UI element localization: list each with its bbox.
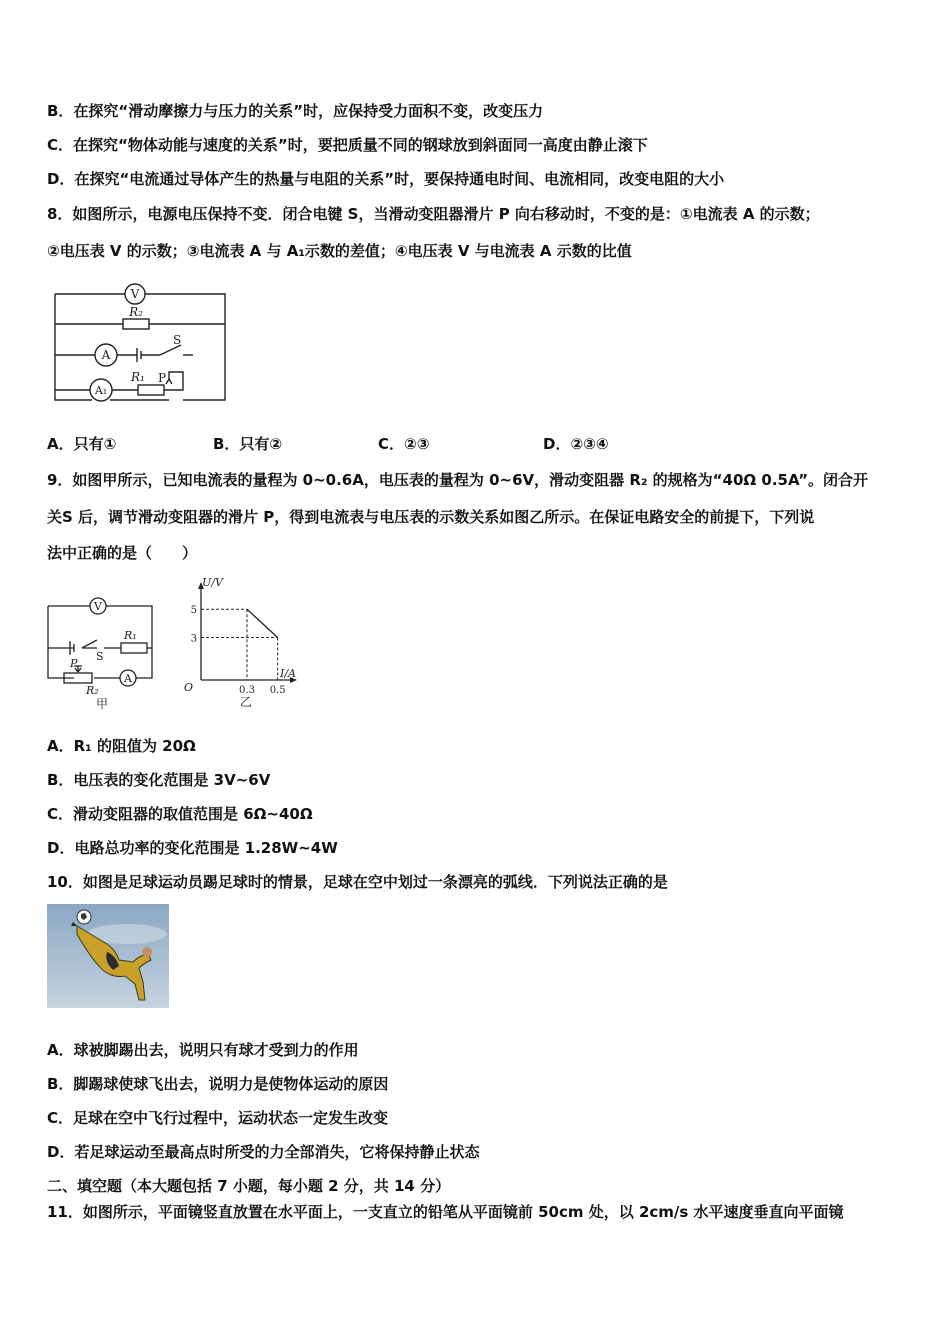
chart-y-label: U/V bbox=[202, 576, 223, 589]
q9-option-c: C．滑动变阻器的取值范围是 6Ω~40Ω bbox=[47, 805, 313, 823]
q9-ammeter-label: A bbox=[124, 672, 132, 685]
q8-r1-label: R₁ bbox=[131, 370, 145, 384]
y-tick-label-1: 3 bbox=[190, 633, 197, 645]
q9-r1-label: R₁ bbox=[124, 629, 137, 642]
q7-option-c: C．在探究“物体动能与速度的关系”时，要把质量不同的钢球放到斜面同一高度由静止滚下 bbox=[47, 136, 648, 154]
q8-stem-line2: ②电压表 V 的示数；③电流表 A 与 A₁示数的差值；④电压表 V 与电流表 A 示数的比值 bbox=[47, 242, 632, 260]
section-2-heading: 二、填空题（本大题包括 7 小题，每小题 2 分，共 14 分） bbox=[47, 1177, 451, 1195]
q9-slider-label: P bbox=[70, 657, 78, 670]
q8-option-d: D．②③④ bbox=[543, 435, 609, 453]
q8-voltmeter-label: V bbox=[130, 287, 140, 301]
q9-stem-line2: 关S 后，调节滑动变阻器的滑片 P，得到电流表与电压表的示数关系如图乙所示。在保证电路安全的前提下，下列说 bbox=[47, 508, 815, 526]
q9-stem-line1: 9．如图甲所示，已知电流表的量程为 0~0.6A，电压表的量程为 0~6V，滑动变阻器 R₂ 的规格为“40Ω 0.5A”。闭合开 bbox=[47, 471, 869, 489]
q7-option-d: D．在探究“电流通过导体产生的热量与电阻的关系”时，要保持通电时间、电流相同，改变电阻的大小 bbox=[47, 170, 725, 188]
q8-switch-label: S bbox=[173, 333, 182, 347]
q8-r2-label: R₂ bbox=[129, 305, 143, 319]
q8-option-a: A．只有① bbox=[47, 435, 117, 453]
q8-circuit-diagram bbox=[45, 272, 235, 417]
q9-option-b: B．电压表的变化范围是 3V~6V bbox=[47, 771, 271, 789]
q9-option-a: A．R₁ 的阻值为 20Ω bbox=[47, 737, 196, 755]
q10-option-a: A．球被脚踢出去，说明只有球才受到力的作用 bbox=[47, 1041, 359, 1059]
q11-stem: 11．如图所示，平面镜竖直放置在水平面上，一支直立的铅笔从平面镜前 50cm 处，以 2cm/s 水平速度垂直向平面镜 bbox=[47, 1203, 844, 1221]
q9-circuit-jia bbox=[42, 596, 162, 712]
q8-slider-label: P bbox=[158, 371, 167, 385]
soccer-kick-photo bbox=[47, 904, 169, 1008]
q9-graph-yi bbox=[178, 574, 306, 710]
q10-stem: 10．如图是足球运动员踢足球时的情景，足球在空中划过一条漂亮的弧线．下列说法正确的是 bbox=[47, 873, 668, 891]
q8-option-b: B．只有② bbox=[213, 435, 283, 453]
q8-option-c: C．②③ bbox=[378, 435, 430, 453]
y-tick-label-0: 5 bbox=[190, 605, 197, 617]
q10-option-c: C．足球在空中飞行过程中，运动状态一定发生改变 bbox=[47, 1109, 389, 1127]
x-tick-label-1: 0.5 bbox=[269, 685, 286, 696]
q10-option-b: B．脚踢球使球飞出去，说明力是使物体运动的原因 bbox=[47, 1075, 389, 1093]
q8-ammeter-label: A bbox=[101, 348, 111, 362]
chart-origin-label: O bbox=[184, 681, 194, 694]
q9-r2-label: R₂ bbox=[86, 684, 99, 697]
q8-stem-line1: 8．如图所示，电源电压保持不变．闭合电键 S，当滑动变阻器滑片 P 向右移动时，不变的是：①电流表 A 的示数； bbox=[47, 205, 820, 223]
chart-caption: 乙 bbox=[240, 695, 253, 709]
q8-ammeter1-label: A₁ bbox=[94, 384, 108, 397]
chart-x-label: I/A bbox=[280, 667, 296, 680]
q9-jia-caption: 甲 bbox=[96, 697, 109, 711]
q7-option-b: B．在探究“滑动摩擦力与压力的关系”时，应保持受力面积不变，改变压力 bbox=[47, 102, 544, 120]
q9-switch-label: S bbox=[96, 650, 104, 663]
q9-voltmeter-label: V bbox=[94, 600, 102, 613]
q9-stem-line3: 法中正确的是（ ） bbox=[47, 544, 198, 562]
q10-option-d: D．若足球运动至最高点时所受的力全部消失，它将保持静止状态 bbox=[47, 1143, 480, 1161]
x-tick-label-0: 0.3 bbox=[239, 685, 255, 696]
q9-option-d: D．电路总功率的变化范围是 1.28W~4W bbox=[47, 839, 338, 857]
series-line bbox=[247, 609, 278, 637]
